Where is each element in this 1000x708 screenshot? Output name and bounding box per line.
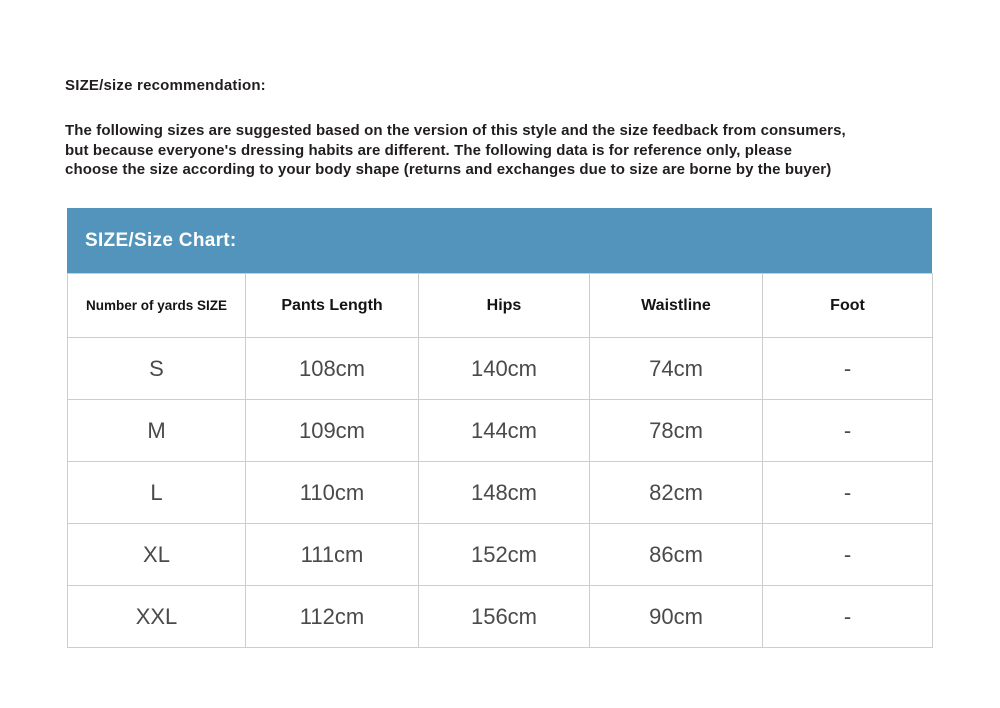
table-row-xxl: [68, 586, 933, 648]
cell-size: XL: [68, 524, 246, 586]
cell-hips: 148cm: [419, 462, 590, 524]
table-row-xl: [68, 524, 933, 586]
cell-waistline: 74cm: [590, 338, 763, 400]
cell-pants-length: 111cm: [246, 524, 419, 586]
size-chart-section: [67, 208, 932, 648]
table-row-m: [68, 400, 933, 462]
cell-hips: 140cm: [419, 338, 590, 400]
cell-size: M: [68, 400, 246, 462]
size-recommendation-paragraph: [65, 121, 945, 180]
cell-hips: 144cm: [419, 400, 590, 462]
cell-foot: -: [763, 400, 933, 462]
cell-pants-length: 110cm: [246, 462, 419, 524]
cell-size: L: [68, 462, 246, 524]
cell-hips: 152cm: [419, 524, 590, 586]
intro-line-2: but because everyone's dressing habits are different. The following data is for reference only, please: [65, 141, 793, 159]
column-header-size: Number of yards SIZE: [68, 274, 246, 338]
cell-size: XXL: [68, 586, 246, 648]
cell-waistline: 86cm: [590, 524, 763, 586]
column-header-hips: Hips: [419, 274, 590, 338]
size-chart-title-bar: [67, 208, 932, 273]
intro-line-3: choose the size according to your body shape (returns and exchanges due to size are borne by the buyer): [65, 161, 832, 178]
cell-foot: -: [763, 586, 933, 648]
cell-size: S: [68, 338, 246, 400]
cell-waistline: 78cm: [590, 400, 763, 462]
column-header-waistline: Waistline: [590, 274, 763, 338]
cell-foot: -: [763, 462, 933, 524]
size-chart-title: SIZE/Size Chart:: [85, 229, 237, 251]
cell-waistline: 90cm: [590, 586, 763, 648]
cell-waistline: 82cm: [590, 462, 763, 524]
size-chart-table: [67, 273, 933, 648]
cell-pants-length: 108cm: [246, 338, 419, 400]
cell-pants-length: 112cm: [246, 586, 419, 648]
table-header-row: [68, 274, 933, 338]
cell-foot: -: [763, 524, 933, 586]
table-row-s: [68, 338, 933, 400]
column-header-foot: Foot: [763, 274, 933, 338]
column-header-pants-length: Pants Length: [246, 274, 419, 338]
cell-hips: 156cm: [419, 586, 590, 648]
table-row-l: [68, 462, 933, 524]
cell-pants-length: 109cm: [246, 400, 419, 462]
cell-foot: -: [763, 338, 933, 400]
size-recommendation-heading: SIZE/size recommendation:: [65, 77, 266, 94]
intro-line-1: The following sizes are suggested based on the version of this style and the size feedback from consumers,: [65, 122, 846, 139]
